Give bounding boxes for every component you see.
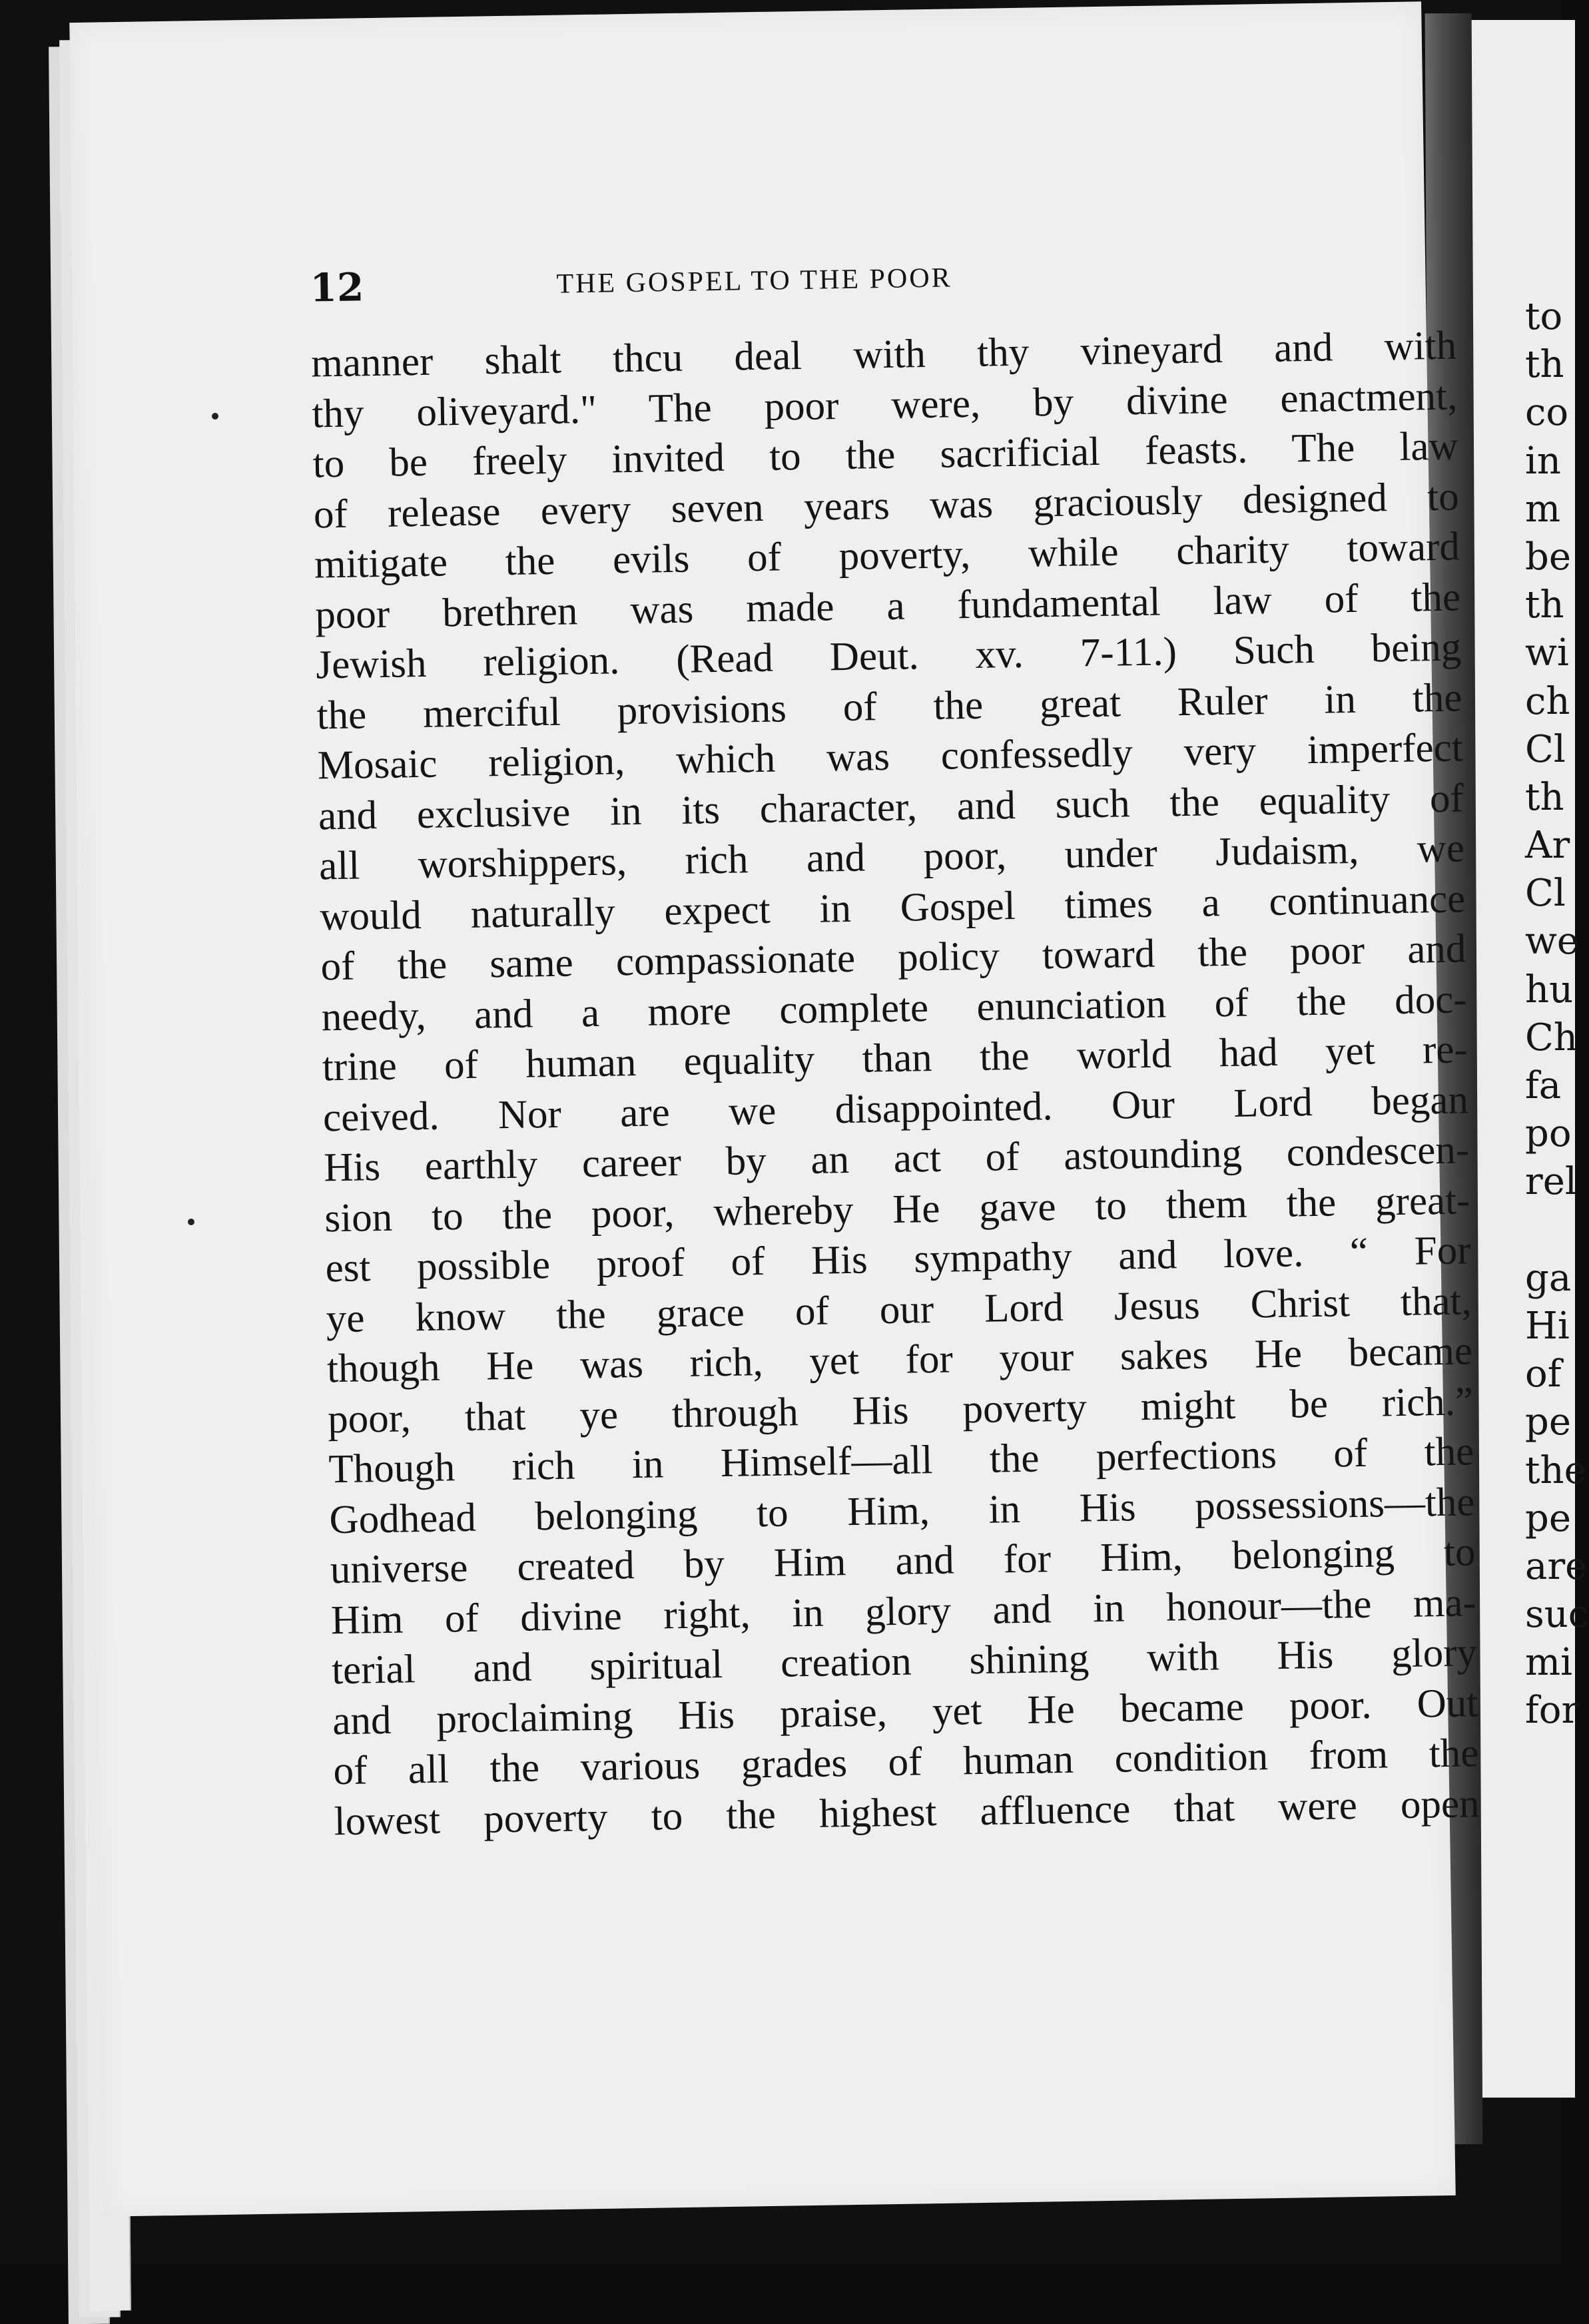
facing-line-fragment: hu [1525,968,1574,1012]
facing-line-fragment: th [1525,775,1564,819]
facing-line-fragment: ch [1525,679,1570,723]
text-line: and exclusive in its character, and such the equality of [318,775,1464,838]
text-line: Mosaic religion, which was confessedly very imperfect [317,725,1464,788]
facing-line-fragment: mi [1525,1641,1573,1685]
facing-line-fragment: for [1525,1689,1580,1733]
text-line: sion to the poor, whereby He gave to them the great- [324,1177,1470,1241]
facing-line-fragment: to [1525,295,1563,338]
text-line: universe created by Him and for Him, belonging to [330,1530,1476,1593]
text-line: the merciful provisions of the great Ruler in the [316,675,1462,738]
text-line: poor, that ye through His poverty might be rich.” [327,1378,1474,1442]
running-title: THE GOSPEL TO THE POOR [556,262,952,300]
text-line: trine of human equality than the world had yet re- [322,1027,1468,1090]
facing-page-text [1525,293,1589,1735]
text-line: Though rich in Himself—all the perfections of the [328,1429,1474,1492]
facing-line-fragment: pe [1525,1496,1571,1540]
page-header [310,248,1442,319]
text-line: mitigate the evils of poverty, while charity toward [314,524,1460,587]
text-line: and proclaiming His praise, yet He became poor. Out [332,1680,1478,1743]
text-line: would naturally expect in Gospel times a continuance [319,876,1466,939]
text-line: ceived. Nor are we disappointed. Our Lord began [322,1077,1469,1140]
facing-line-fragment: Cl [1525,727,1566,771]
facing-line-fragment: the [1525,1448,1586,1492]
text-line: needy, and a more complete enunciation of the doc- [321,976,1468,1039]
facing-line-fragment: fa [1525,1064,1562,1107]
book-page [69,1,1480,2216]
facing-line-fragment: rel [1525,1160,1577,1204]
facing-line-fragment: are [1525,1544,1588,1588]
text-line: thy oliveyard." The poor were, by divine enactment, [311,373,1458,436]
ink-speck [188,1219,194,1225]
page-number: 12 [310,264,364,311]
text-line: to be freely invited to the sacrificial feasts. The law [312,424,1459,487]
text-line: terial and spiritual creation shining with His glory [331,1630,1478,1693]
text-line: all worshippers, rich and poor, under Judaism, we [318,826,1465,889]
text-line: of all the various grades of human condition from the [333,1731,1479,1794]
text-line: Godhead belonging to Him, in His possessions—the [329,1479,1475,1542]
facing-line-fragment [1525,1207,1589,1255]
facing-line-fragment: th [1525,343,1564,387]
facing-line-fragment: pe [1525,1400,1571,1444]
facing-line-fragment: th [1525,583,1564,627]
facing-line-fragment: Hi [1525,1304,1570,1348]
text-line: manner shalt thcu deal with thy vineyard and with [310,323,1457,386]
facing-line-fragment: Cl [1525,872,1566,916]
ink-speck [212,413,218,420]
facing-line-fragment: ga [1525,1256,1572,1300]
text-line: of release every seven years was graciously designed to [313,473,1460,537]
text-line: Him of divine right, in glory and in honour—the ma- [330,1580,1477,1643]
text-line: poor brethren was made a fundamental law of the [314,574,1461,637]
facing-line-fragment: po [1525,1112,1572,1156]
facing-line-fragment: co [1525,391,1569,435]
facing-line-fragment: of [1525,1352,1562,1396]
facing-line-fragment: be [1525,535,1571,579]
text-line: lowest poverty to the highest affluence that were open [334,1781,1480,1844]
facing-line-fragment: in [1525,439,1561,483]
facing-line-fragment: we [1525,920,1580,964]
facing-line-fragment: suc [1525,1593,1589,1637]
text-line: est possible proof of His sympathy and love. “ For [325,1228,1471,1291]
text-line: though He was rich, yet for your sakes He became [326,1328,1473,1392]
body-text [311,320,1480,1847]
text-line: of the same compassionate policy toward the poor and [320,926,1466,990]
text-line: ye know the grace of our Lord Jesus Christ that, [326,1278,1472,1341]
facing-line-fragment: Ch [1525,1016,1578,1059]
text-line: His earthly career by an act of astounding condescen- [323,1127,1470,1191]
text-line: Jewish religion. (Read Deut. xv. 7-11.) Such being [315,625,1462,688]
facing-line-fragment: m [1525,487,1561,531]
facing-line-fragment: wi [1525,631,1569,675]
facing-line-fragment: Ar [1525,824,1570,868]
